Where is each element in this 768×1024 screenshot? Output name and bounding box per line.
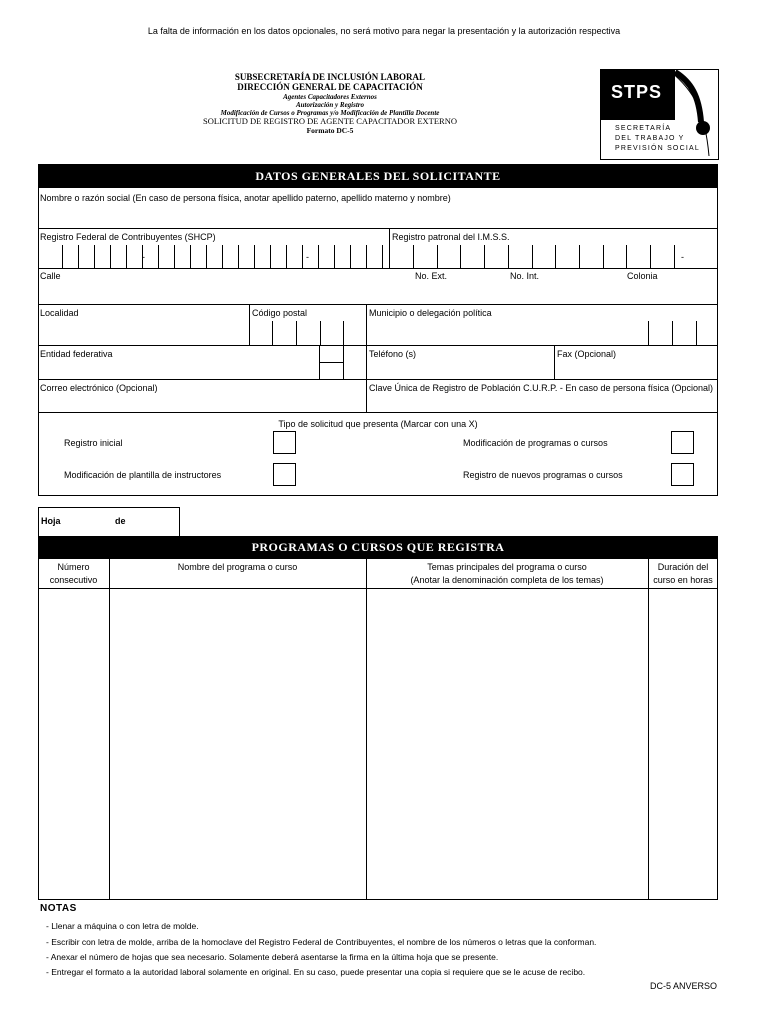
divider (249, 304, 250, 345)
nombre-programa-column-field[interactable] (110, 589, 366, 899)
divider (366, 304, 367, 345)
nuevos-programas-label: Registro de nuevos programas o cursos (463, 470, 623, 480)
char-cell-divider (206, 245, 207, 268)
header-direccion: DIRECCIÓN GENERAL DE CAPACITACIÓN (237, 82, 423, 93)
divider (38, 304, 718, 305)
modificacion-programas-label: Modificación de programas o cursos (463, 438, 608, 448)
no-ext-label: No. Ext. (415, 271, 448, 281)
divider (366, 345, 367, 379)
char-cell-divider (94, 245, 95, 268)
char-cell-divider (343, 321, 344, 345)
char-cell-divider (158, 245, 159, 268)
section-programas-title: PROGRAMAS O CURSOS QUE REGISTRA (38, 536, 718, 559)
header-agentes: Agentes Capacitadores Externos (283, 92, 377, 101)
divider (319, 362, 343, 363)
header-form-title: SOLICITUD DE REGISTRO DE AGENTE CAPACITADOR EXTERNO (203, 115, 457, 126)
col-numero-line1: Número (57, 562, 90, 572)
curp-label: Clave Única de Registro de Población C.U.R.P. - En caso de persona física (Opcional) (369, 383, 714, 393)
divider (343, 345, 344, 379)
logo-acronym: STPS (611, 82, 663, 102)
hoja-label: Hoja (41, 516, 61, 526)
entidad-label: Entidad federativa (40, 349, 113, 359)
logo-text (615, 124, 700, 154)
municipio-label: Municipio o delegación política (369, 308, 492, 318)
tipo-solicitud-title: Tipo de solicitud que presenta (Marcar con una X) (278, 419, 478, 429)
char-cell-divider (603, 245, 604, 268)
char-cell-divider (334, 245, 335, 268)
char-cell-divider (272, 321, 273, 345)
divider (389, 228, 390, 268)
char-cell-divider (302, 245, 303, 268)
col-duracion-header (648, 561, 718, 587)
header-autorizacion: Autorización y Registro (295, 100, 365, 109)
char-cell-divider (270, 245, 271, 268)
char-cell-divider (508, 245, 509, 268)
header-format-code: Formato DC-5 (306, 125, 354, 135)
correo-label: Correo electrónico (Opcional) (40, 383, 158, 393)
imss-label: Registro patronal del I.M.S.S. (392, 232, 510, 242)
divider (38, 228, 718, 229)
divider (38, 379, 718, 380)
char-cell-divider (296, 321, 297, 345)
char-cell-divider (579, 245, 580, 268)
char-cell-divider (254, 245, 255, 268)
optional-data-note: La falta de información en los datos opcionales, no será motivo para negar la presentación y la autorización respectiva (147, 26, 621, 36)
nombre-label: Nombre o razón social (En caso de persona física, anotar apellido paterno, apellido materno y nombre) (40, 193, 451, 203)
char-cell-divider (110, 245, 111, 268)
logo-line-3: PREVISIÓN SOCIAL (615, 145, 700, 152)
modificacion-programas-checkbox[interactable] (671, 431, 694, 454)
char-cell-divider (460, 245, 461, 268)
char-cell-divider (366, 245, 367, 268)
char-cell-divider (62, 245, 63, 268)
telefono-label: Teléfono (s) (369, 349, 417, 359)
char-cell-divider (190, 245, 191, 268)
fax-label: Fax (Opcional) (557, 349, 617, 359)
header-subsecretaria: SUBSECRETARÍA DE INCLUSIÓN LABORAL (234, 72, 426, 82)
char-cell-divider (382, 245, 383, 268)
char-cell-divider (78, 245, 79, 268)
char-cell-divider (126, 245, 127, 268)
col-temas-line2: (Anotar la denominación completa de los temas) (410, 575, 604, 585)
char-cell-divider (238, 245, 239, 268)
char-cell-divider (648, 321, 649, 345)
colonia-label: Colonia (627, 271, 658, 281)
section-datos-generales-title: DATOS GENERALES DEL SOLICITANTE (38, 164, 718, 188)
divider (38, 345, 718, 346)
char-cell-divider (650, 245, 651, 268)
char-cell-divider (174, 245, 175, 268)
duracion-column-field[interactable] (649, 589, 717, 899)
registro-inicial-label: Registro inicial (64, 438, 123, 448)
rfc-dash-1: - (142, 252, 145, 262)
de-label: de (115, 516, 126, 526)
registro-inicial-checkbox[interactable] (273, 431, 296, 454)
localidad-label: Localidad (40, 308, 79, 318)
col-nombre-header: Nombre del programa o curso (177, 562, 298, 572)
no-int-label: No. Int. (510, 271, 540, 281)
form-header (150, 72, 510, 135)
char-cell-divider (672, 321, 673, 345)
rfc-dash-2: - (306, 252, 309, 262)
char-cell-divider (222, 245, 223, 268)
char-cell-divider (286, 245, 287, 268)
char-cell-divider (674, 245, 675, 268)
stps-logo (600, 69, 719, 160)
divider (38, 412, 718, 413)
char-cell-divider (626, 245, 627, 268)
nota-item: - Entregar el formato a la autoridad laboral solamente en original. En su caso, puede presentar una copia si requiere que se le acuse de recibo. (46, 967, 586, 977)
logo-line-1: SECRETARÍA (615, 125, 672, 132)
char-cell-divider (350, 245, 351, 268)
char-cell-divider (320, 321, 321, 345)
char-cell-divider (318, 245, 319, 268)
char-cell-divider (696, 321, 697, 345)
temas-column-field[interactable] (367, 589, 648, 899)
codigo-postal-label: Código postal (252, 308, 308, 318)
divider (366, 379, 367, 412)
imss-dash: - (681, 252, 684, 262)
nota-item: - Anexar el número de hojas que sea necesario. Solamente deberá asentarse la firma en la última hoja que se presente. (46, 952, 499, 962)
char-cell-divider (437, 245, 438, 268)
nombre-field[interactable] (39, 205, 717, 227)
char-cell-divider (413, 245, 414, 268)
char-cell-divider (555, 245, 556, 268)
logo-line-2: DEL TRABAJO Y (615, 135, 685, 142)
col-numero-line2: consecutivo (49, 575, 98, 585)
col-temas-header (366, 561, 648, 587)
rfc-label: Registro Federal de Contribuyentes (SHCP) (40, 232, 216, 242)
nota-item: - Llenar a máquina o con letra de molde. (46, 921, 199, 931)
char-cell-divider (532, 245, 533, 268)
modificacion-plantilla-checkbox[interactable] (273, 463, 296, 486)
col-numero-header (38, 561, 109, 587)
notas-title: NOTAS (40, 903, 77, 914)
col-duracion-line2: curso en horas (653, 575, 713, 585)
col-temas-line1: Temas principales del programa o curso (427, 562, 587, 572)
header-modificacion: Modificación de Cursos o Programas y/o Modificación de Plantilla Docente (220, 108, 440, 117)
char-cell-divider (484, 245, 485, 268)
modificacion-plantilla-label: Modificación de plantilla de instructores (64, 470, 222, 480)
calle-label: Calle (40, 271, 61, 281)
numero-column-field[interactable] (39, 589, 109, 899)
form-code-footer: DC-5 ANVERSO (650, 981, 718, 991)
divider (554, 345, 555, 379)
col-duracion-line1: Duración del (657, 562, 709, 572)
nota-item: - Escribir con letra de molde, arriba de la homoclave del Registro Federal de Contribuyentes, el nombre de los números o letras que la conforman. (46, 937, 597, 947)
divider (38, 268, 718, 269)
nuevos-programas-checkbox[interactable] (671, 463, 694, 486)
